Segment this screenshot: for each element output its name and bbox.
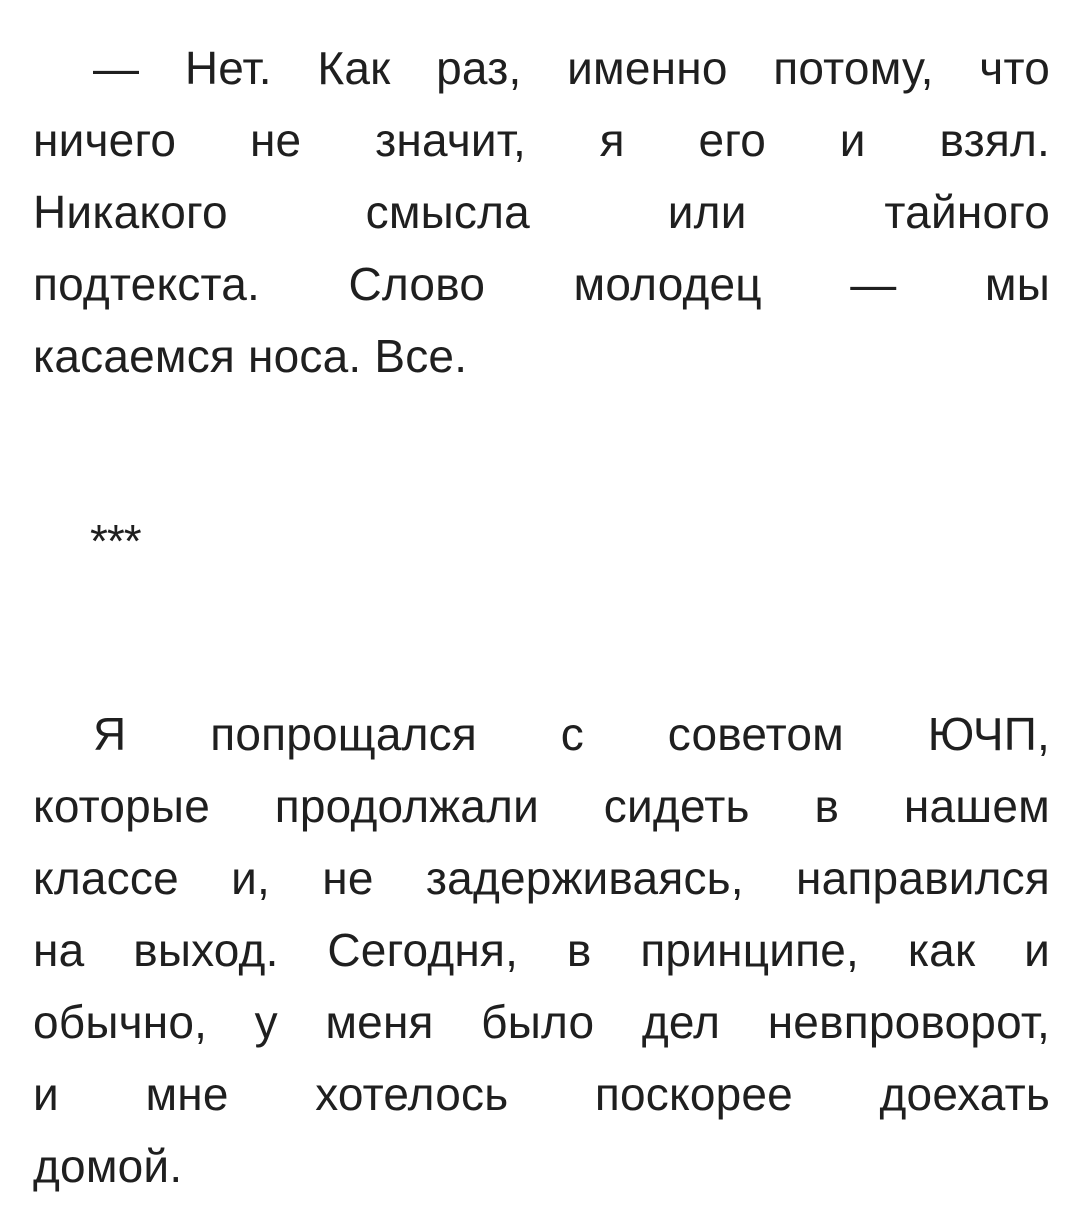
paragraph-1-line-2: ничего не значит, я его и взял.	[33, 114, 1050, 166]
paragraph-2-line-1: Я попрощался с советом ЮЧП,	[93, 708, 1050, 760]
paragraph-2-line-3: классе и, не задерживаясь, направился	[33, 852, 1050, 904]
paragraph-1-line-1: — Нет. Как раз, именно потому, что	[93, 42, 1050, 94]
paragraph-2-line-5: обычно, у меня было дел невпроворот,	[33, 996, 1050, 1048]
paragraph-1-line-4: подтекста. Слово молодец — мы	[33, 258, 1050, 310]
paragraph-1-line-3: Никакого смысла или тайного	[33, 186, 1050, 238]
section-separator: ***	[90, 515, 141, 567]
paragraph-2-line-4: на выход. Сегодня, в принципе, как и	[33, 924, 1050, 976]
paragraph-2-line-6: и мне хотелось поскорее доехать	[33, 1068, 1050, 1120]
paragraph-2-line-2: которые продолжали сидеть в нашем	[33, 780, 1050, 832]
paragraph-1-line-5: касаемся носа. Все.	[33, 330, 468, 382]
paragraph-2-line-7: домой.	[33, 1140, 183, 1192]
